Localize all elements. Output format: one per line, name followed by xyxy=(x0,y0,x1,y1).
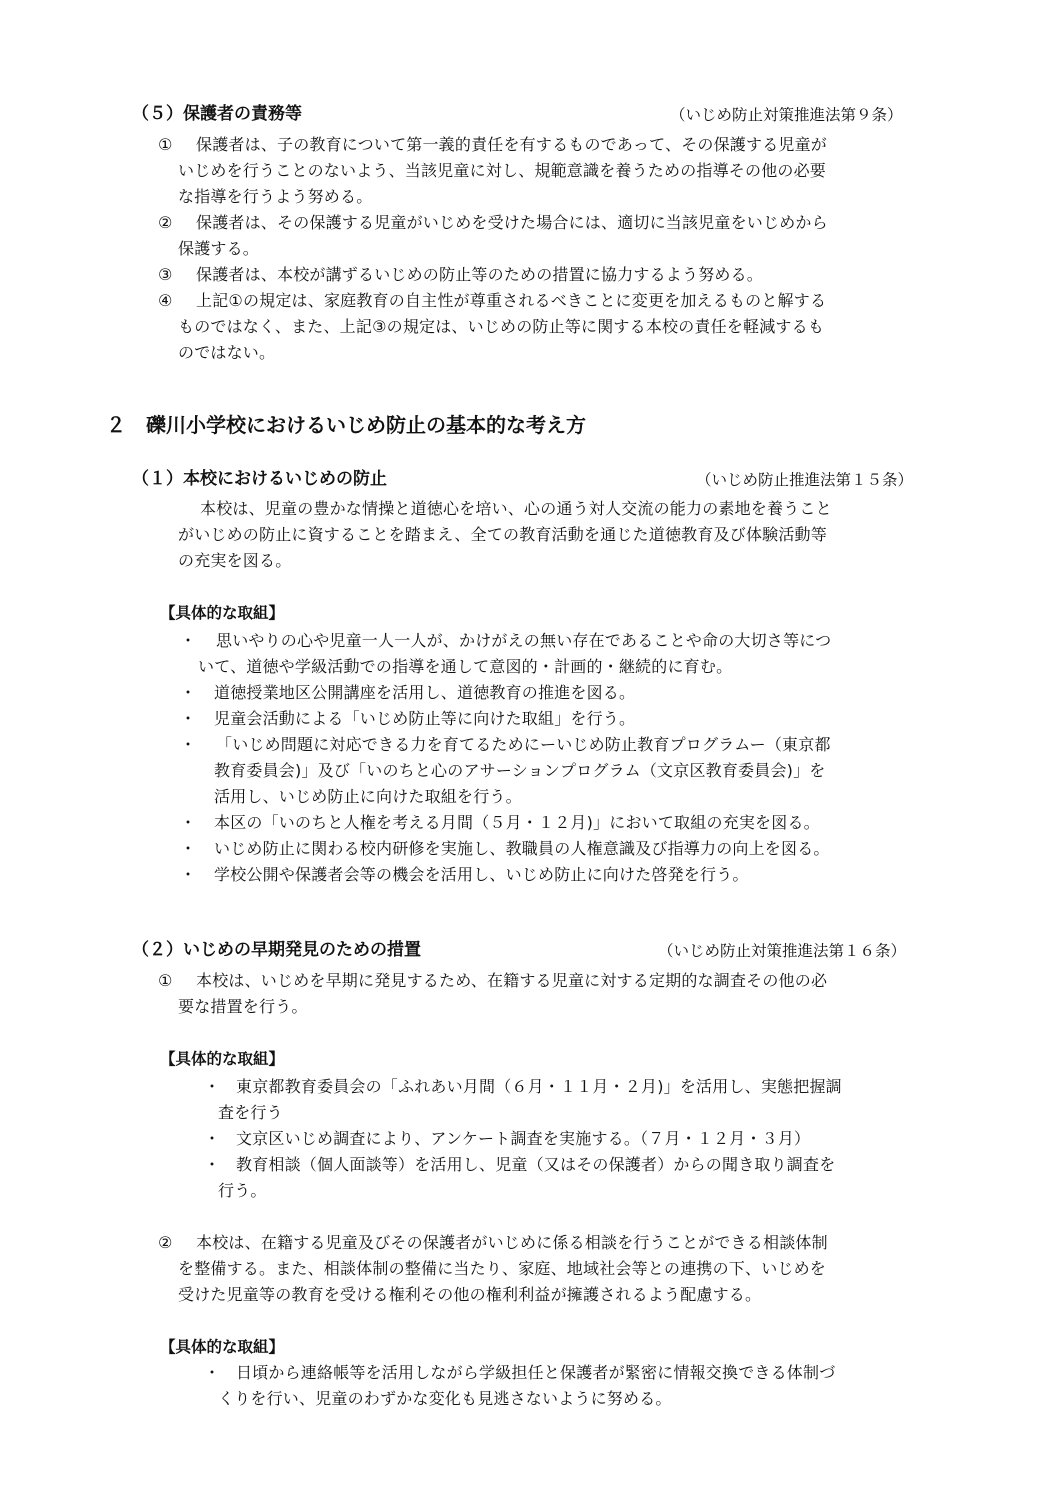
bullet-line: 日頃から連絡帳等を活用しながら学級担任と保護者が緊密に情報交換できる体制づ xyxy=(236,1363,836,1382)
item-line: ものではなく、また、上記③の規定は、いじめの防止等に関する本校の責任を軽減するも xyxy=(178,317,825,336)
bullet-marker: ・ xyxy=(180,839,197,858)
item-line: のではない。 xyxy=(178,343,276,362)
bullet-line: いじめ防止に関わる校内研修を実施し、教職員の人権意識及び指導力の向上を図る。 xyxy=(214,839,830,858)
section-1-law-reference: （いじめ防止推進法第１５条） xyxy=(696,471,914,489)
section-5-law-reference: （いじめ防止対策推進法第９条） xyxy=(670,106,903,124)
bullet-line: 道徳授業地区公開講座を活用し、道徳教育の推進を図る。 xyxy=(214,683,636,702)
chapter-2-title: ２ 礫川小学校におけるいじめ防止の基本的な考え方 xyxy=(106,413,586,437)
bullet-line: 文京区いじめ調査により、アンケート調査を実施する。（７月・１２月・３月） xyxy=(236,1129,811,1148)
bullet-line: 「いじめ問題に対応できる力を育てるためにーいじめ防止教育プログラムー（東京都 xyxy=(216,735,831,754)
bullet-line: 思いやりの心や児童一人一人が、かけがえの無い存在であることや命の大切さ等につ xyxy=(216,631,832,650)
item-line: 本校は、いじめを早期に発見するため、在籍する児童に対する定期的な調査その他の必 xyxy=(196,971,828,990)
bullet-line: くりを行い、児童のわずかな変化も見逃さないように努める。 xyxy=(218,1389,672,1408)
item-marker: ① xyxy=(158,971,173,990)
bullet-line: 行う。 xyxy=(218,1181,267,1200)
section-2-title: （２）いじめの早期発見のための措置 xyxy=(132,940,421,960)
bullet-line: 教育相談（個人面談等）を活用し、児童（又はその保護者）からの聞き取り調査を xyxy=(236,1155,836,1174)
bullet-line: 学校公開や保護者会等の機会を活用し、いじめ防止に向けた啓発を行う。 xyxy=(214,865,749,884)
bullet-marker: ・ xyxy=(204,1129,221,1148)
bullet-marker: ・ xyxy=(204,1077,221,1096)
section-2-subheading-2: 【具体的な取組】 xyxy=(160,1338,285,1356)
item-line: 本校は、在籍する児童及びその保護者がいじめに係る相談を行うことができる相談体制 xyxy=(196,1233,828,1252)
bullet-line: 活用し、いじめ防止に向けた取組を行う。 xyxy=(214,787,522,806)
item-line: 保護する。 xyxy=(178,239,260,258)
item-line: 保護者は、本校が講ずるいじめの防止等のための措置に協力するよう努める。 xyxy=(196,265,764,284)
bullet-line: 児童会活動による「いじめ防止等に向けた取組」を行う。 xyxy=(214,709,636,728)
bullet-marker: ・ xyxy=(180,683,197,702)
bullet-line: 東京都教育委員会の「ふれあい月間（６月・１１月・２月)」を活用し、実態把握調 xyxy=(236,1077,842,1096)
bullet-marker: ・ xyxy=(180,709,197,728)
item-line: 上記①の規定は、家庭教育の自主性が尊重されるべきことに変更を加えるものと解する xyxy=(196,291,827,310)
item-line: 保護者は、その保護する児童がいじめを受けた場合には、適切に当該児童をいじめから xyxy=(196,213,828,232)
bullet-marker: ・ xyxy=(180,813,197,832)
section-5-title: （５）保護者の責務等 xyxy=(132,104,302,124)
section-2-law-reference: （いじめ防止対策推進法第１６条） xyxy=(658,942,907,960)
bullet-line: いて、道徳や学級活動での指導を通して意図的・計画的・継続的に育む。 xyxy=(198,657,733,676)
section-1-title: （１）本校におけるいじめの防止 xyxy=(132,469,387,489)
bullet-line: 査を行う xyxy=(218,1103,283,1122)
bullet-line: 教育委員会)」及び「いのちと心のアサーションプログラム（文京区教育委員会)」を xyxy=(214,761,826,780)
item-line: 受けた児童等の教育を受ける権利その他の権利利益が擁護されるよう配慮する。 xyxy=(178,1285,762,1304)
body-line: がいじめの防止に資することを踏まえ、全ての教育活動を通じた道徳教育及び体験活動等 xyxy=(178,525,827,544)
item-line: な指導を行うよう努める。 xyxy=(178,187,373,206)
item-marker: ④ xyxy=(158,291,173,310)
bullet-marker: ・ xyxy=(204,1155,221,1174)
body-line: の充実を図る。 xyxy=(178,551,292,570)
item-marker: ① xyxy=(158,135,173,154)
item-marker: ② xyxy=(158,1233,173,1252)
bullet-marker: ・ xyxy=(180,865,197,884)
item-line: いじめを行うことのないよう、当該児童に対し、規範意識を養うための指導その他の必要 xyxy=(178,161,827,180)
bullet-line: 本区の「いのちと人権を考える月間（５月・１２月)」において取組の充実を図る。 xyxy=(214,813,820,832)
bullet-marker: ・ xyxy=(180,735,197,754)
body-line: 本校は、児童の豊かな情操と道徳心を培い、心の通う対人交流の能力の素地を養うこと xyxy=(200,499,832,518)
section-1-subheading: 【具体的な取組】 xyxy=(160,604,285,622)
section-2-subheading-1: 【具体的な取組】 xyxy=(160,1050,285,1068)
item-marker: ③ xyxy=(158,265,173,284)
bullet-marker: ・ xyxy=(204,1363,221,1382)
bullet-marker: ・ xyxy=(180,631,197,650)
item-line: を整備する。また、相談体制の整備に当たり、家庭、地域社会等との連携の下、いじめを xyxy=(178,1259,827,1278)
item-line: 保護者は、子の教育について第一義的責任を有するものであって、その保護する児童が xyxy=(196,135,828,154)
item-line: 要な措置を行う。 xyxy=(178,997,308,1016)
item-marker: ② xyxy=(158,213,173,232)
